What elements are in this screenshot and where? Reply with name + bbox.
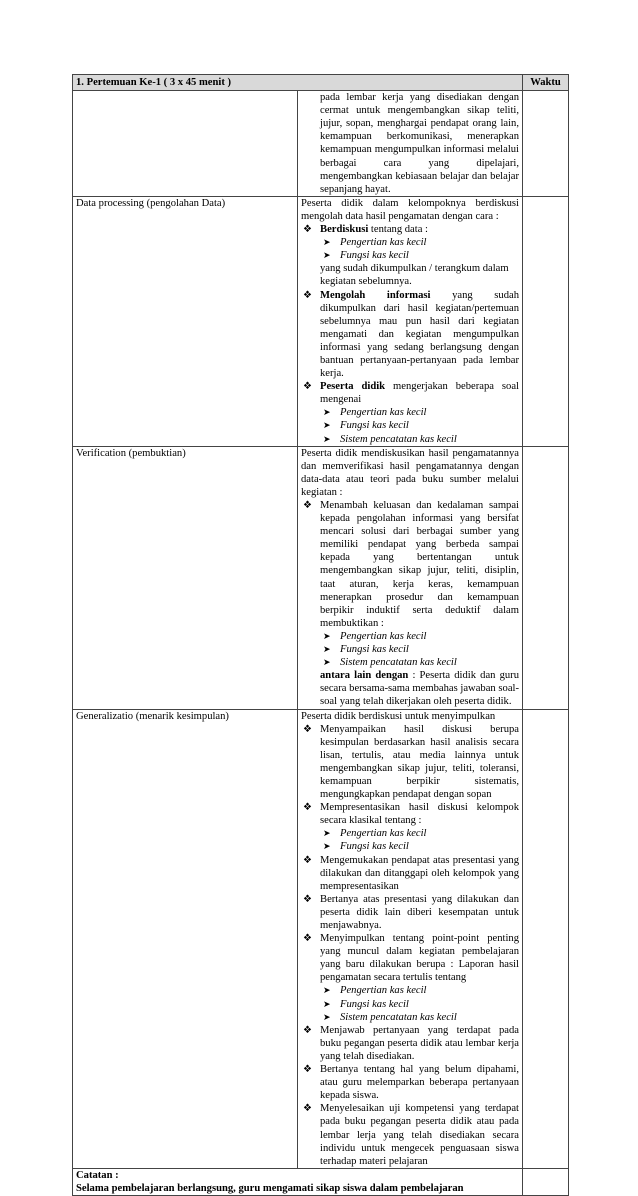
sub-list-item <box>301 249 519 262</box>
item-text: Bertanya tentang hal yang belum dipahami, atau guru melemparkan beberapa pertanyaan kepada siswa. <box>320 1064 519 1102</box>
continuation-row <box>73 91 569 197</box>
arrowhead-bullet-icon: ➤ <box>323 630 331 641</box>
generalization-content <box>298 709 523 1168</box>
waktu-cell <box>523 1168 569 1195</box>
arrowhead-bullet-icon: ➤ <box>323 237 331 248</box>
continuation-text: pada lembar kerja yang disediakan dengan cermat untuk mengembangkan sikap teliti, jujur, sopan, menghargai pendapat orang lain, kemampuan berkomunikasi, menerapkan kemampuan mengumpulkan informasi melalui berbagai cara yang dipelajari, mengembangkan kebiasaan belajar dan belajar sepanjang hayat. <box>320 92 519 195</box>
arrowhead-bullet-icon: ➤ <box>323 985 331 996</box>
item-after-text: yang sudah dikumpulkan / terangkum dalam kegiatan sebelumnya. <box>320 263 509 288</box>
item-text: Mengemukakan pendapat atas presentasi yang dilakukan dan ditanggapi oleh kelompok yang mempresentasikan <box>320 854 519 892</box>
notes-text: Selama pembelajaran berlangsung, guru mengamati sikap siswa dalam pembelajaran <box>76 1182 464 1194</box>
data-processing-intro: Peserta didik dalam kelompoknya berdiskusi mengolah data hasil pengamatan dengan cara : <box>301 197 519 222</box>
list-item <box>301 723 519 802</box>
list-item <box>301 1024 519 1063</box>
item-text: Menambah keluasan dan kedalaman sampai kepada pengolahan informasi yang bersifat mencari solusi dari berbagai sumber yang memiliki pendapat yang berbeda sampai kepada yang bertentangan untuk mengembangkan sikap jujur, teliti, disiplin, taat aturan, kerja keras, kemampuan menerapkan prosedur dan kemampuan berpikir induktif serta deduktif dalam membuktikan : <box>320 500 519 629</box>
waktu-cell <box>523 709 569 1168</box>
verification-label: Verification (pembuktian) <box>73 446 298 709</box>
diamond-bullet-icon: ❖ <box>303 1103 312 1115</box>
generalization-intro: Peserta didik berdiskusi untuk menyimpulkan <box>301 710 496 722</box>
arrowhead-bullet-icon: ➤ <box>323 407 331 418</box>
continuation-label-cell <box>73 91 298 197</box>
sub-list-item <box>301 984 519 997</box>
arrowhead-bullet-icon: ➤ <box>323 250 331 261</box>
waktu-cell <box>523 91 569 197</box>
data-processing-label: Data processing (pengolahan Data) <box>73 196 298 446</box>
diamond-bullet-icon: ❖ <box>303 224 312 236</box>
data-processing-row <box>73 196 569 446</box>
item-bold-text: Berdiskusi <box>320 224 369 236</box>
list-item <box>301 1102 519 1167</box>
list-item <box>301 893 519 932</box>
learning-activities-table <box>72 74 569 1196</box>
sub-list-item <box>301 827 519 840</box>
sub-item-text: Pengertian kas kecil <box>340 985 427 997</box>
list-item <box>301 801 519 827</box>
arrowhead-bullet-icon: ➤ <box>323 998 331 1009</box>
item-text: tentang data : <box>368 224 428 236</box>
diamond-bullet-icon: ❖ <box>303 500 312 511</box>
sub-item-text: Fungsi kas kecil <box>340 998 409 1010</box>
generalization-label: Generalizatio (menarik kesimpulan) <box>73 709 298 1168</box>
sub-list-item <box>301 433 519 446</box>
sub-item-text: Fungsi kas kecil <box>340 841 409 853</box>
closing-text: : Peserta didik dan guru secara bersama-sama membahas jawaban soal-soal yang telah dikerjakan oleh peserta didik. <box>320 670 519 708</box>
diamond-bullet-icon: ❖ <box>303 933 312 945</box>
diamond-bullet-icon: ❖ <box>303 1064 312 1076</box>
sub-item-text: Pengertian kas kecil <box>340 407 427 419</box>
continuation-content <box>298 91 523 197</box>
item-bold-text: Peserta didik <box>320 381 386 393</box>
item-text: Menyimpulkan tentang point-point penting yang muncul dalam kegiatan pembelajaran yang baru dilakukan berupa : Laporan hasil pengamatan secara tertulis tentang <box>320 933 519 984</box>
data-processing-content <box>298 196 523 446</box>
arrowhead-bullet-icon: ➤ <box>323 1011 331 1022</box>
diamond-bullet-icon: ❖ <box>303 381 312 393</box>
sub-item-text: Fungsi kas kecil <box>340 420 409 432</box>
notes-row <box>73 1168 569 1195</box>
verification-content <box>298 446 523 709</box>
list-item <box>301 854 519 893</box>
sub-list-item <box>301 406 519 419</box>
list-item <box>301 380 519 406</box>
waktu-cell <box>523 196 569 446</box>
table-header-row <box>73 75 569 91</box>
diamond-bullet-icon: ❖ <box>303 893 312 905</box>
sub-list-item <box>301 656 519 669</box>
sub-item-text: Pengertian kas kecil <box>340 630 427 642</box>
item-text: Menyelesaikan uji kompetensi yang terdapat pada buku pegangan peserta didik atau pada lembar lerja yang telah disediakan secara individu untuk mengecek penguasaan siswa terhadap materi pelajaran <box>320 1103 519 1167</box>
sub-list-item <box>301 643 519 656</box>
sub-item-text: Sistem pencatatan kas kecil <box>340 657 457 669</box>
sub-list-item <box>301 419 519 432</box>
item-text: mengerjakan beberapa soal mengenai <box>320 381 519 406</box>
sub-item-text: Sistem pencatatan kas kecil <box>340 1011 457 1023</box>
item-text: yang sudah dikumpulkan dari hasil kegiatan/pertemuan sebelumnya mau pun hasil dari kegiatan mengamati dan kegiatan mengumpulkan informasi yang sedang berlangsung dengan bantuan pertanyaan-pertanyaan pada lembar kerja. <box>320 289 519 380</box>
list-item <box>301 1063 519 1102</box>
arrowhead-bullet-icon: ➤ <box>323 828 331 839</box>
verification-closing <box>301 669 519 708</box>
arrowhead-bullet-icon: ➤ <box>323 433 331 444</box>
meeting-title: 1. Pertemuan Ke-1 ( 3 x 45 menit ) <box>73 75 523 91</box>
generalization-row <box>73 709 569 1168</box>
item-bold-text: Mengolah informasi <box>320 289 431 301</box>
closing-bold-text: antara lain dengan <box>320 670 409 682</box>
sub-item-text: Pengertian kas kecil <box>340 237 427 249</box>
item-text: Menyampaikan hasil diskusi berupa kesimpulan berdasarkan hasil analisis secara lisan, tertulis, atau media lainnya untuk mengembangkan sikap jujur, teliti, toleransi, kemampuan berpikir sistematis, mengungkapkan pendapat dengan sopan <box>320 723 519 801</box>
arrowhead-bullet-icon: ➤ <box>323 657 331 668</box>
verification-row <box>73 446 569 709</box>
sub-list-item <box>301 998 519 1011</box>
waktu-header: Waktu <box>523 75 569 91</box>
notes-title: Catatan : <box>76 1169 119 1181</box>
sub-item-text: Fungsi kas kecil <box>340 644 409 656</box>
list-item <box>301 932 519 984</box>
waktu-cell <box>523 446 569 709</box>
arrowhead-bullet-icon: ➤ <box>323 644 331 655</box>
diamond-bullet-icon: ❖ <box>303 723 312 735</box>
item-text: Menjawab pertanyaan yang terdapat pada buku pegangan peserta didik atau lembar kerja yang telah disediakan. <box>320 1024 519 1062</box>
arrowhead-bullet-icon: ➤ <box>323 420 331 431</box>
sub-item-text: Fungsi kas kecil <box>340 250 409 262</box>
sub-list-item <box>301 1011 519 1024</box>
item-text: Bertanya atas presentasi yang dilakukan dan peserta didik lain diberi kesempatan untuk menjawabnya. <box>320 893 519 931</box>
notes-cell <box>73 1168 523 1195</box>
list-item <box>301 289 519 381</box>
diamond-bullet-icon: ❖ <box>303 289 312 301</box>
list-item <box>301 223 519 236</box>
diamond-bullet-icon: ❖ <box>303 1024 312 1036</box>
arrowhead-bullet-icon: ➤ <box>323 841 331 852</box>
verification-intro: Peserta didik mendiskusikan hasil pengamatannya dan memverifikasi hasil pengamatannya dengan data-data atau teori pada buku sumber melalui kegiatan : <box>301 447 519 498</box>
sub-list-item <box>301 630 519 643</box>
sub-item-text: Sistem pencatatan kas kecil <box>340 433 457 445</box>
list-item <box>301 499 519 630</box>
diamond-bullet-icon: ❖ <box>303 854 312 866</box>
item-text: Mempresentasikan hasil diskusi kelompok secara klasikal tentang : <box>320 802 519 827</box>
sub-list-item <box>301 840 519 853</box>
sub-item-text: Pengertian kas kecil <box>340 828 427 840</box>
sub-list-item <box>301 236 519 249</box>
diamond-bullet-icon: ❖ <box>303 802 312 814</box>
